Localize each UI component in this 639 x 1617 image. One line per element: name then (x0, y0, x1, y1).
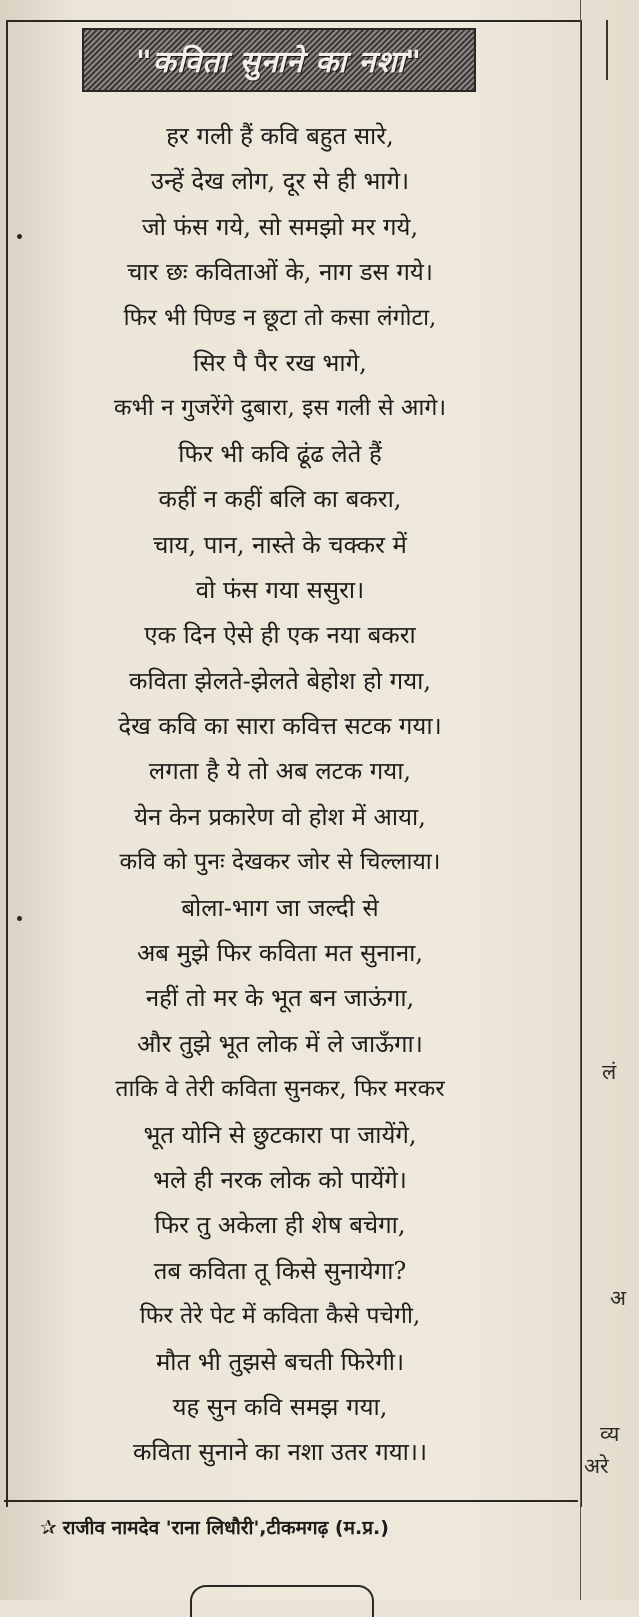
poem-line: और तुझे भूत लोक में ले जाऊँगा। (137, 1029, 423, 1058)
poem-line: कहीं न कहीं बलि का बकरा, (158, 485, 402, 514)
poem-line: नहीं तो मर के भूत बन जाऊंगा, (145, 984, 415, 1013)
poem-body (20, 114, 540, 1476)
poem-line: वो फंस गया ससुरा। (195, 575, 365, 604)
poem-line: कभी न गुजरेंगे दुबारा, इस गली से आगे। (113, 395, 447, 422)
margin-dot (17, 916, 22, 921)
column-divider (580, 0, 581, 1600)
poem-line: बोला-भाग जा जल्दी से (181, 893, 379, 922)
poem-line: भूत योनि से छुटकारा पा जायेंगे, (143, 1120, 417, 1149)
next-section-edge (190, 1585, 374, 1617)
adjacent-text-fragment: लं (602, 1060, 617, 1084)
poem-line: कविता झेलते-झेलते बेहोश हो गया, (129, 666, 431, 695)
poem-line: कवि को पुनः देखकर जोर से चिल्लाया। (119, 849, 441, 876)
poem-line: भले ही नरक लोक को पायेंगे। (153, 1165, 407, 1194)
poem-line: फिर भी कवि ढूंढ लेते हैं (178, 439, 382, 468)
poem-line: चाय, पान, नास्ते के चक्कर में (153, 530, 407, 559)
poem-line: तब कविता तू किसे सुनायेगा? (153, 1256, 407, 1285)
author-signature (40, 1512, 540, 1542)
author-name: राजीव नामदेव 'राना लिधौरी',टीकमगढ़ (म.प्र.) (62, 1517, 389, 1539)
margin-dot (17, 234, 22, 239)
poem-line: मौत भी तुझसे बचती फिरेगी। (155, 1347, 405, 1376)
title-banner (82, 28, 476, 92)
bottom-rule (4, 1500, 578, 1502)
poem-line: चार छः कविताओं के, नाग डस गये। (127, 258, 433, 287)
star-icon: ✰ (40, 1515, 57, 1539)
poem-line: देख कवि का सारा कवित्त सटक गया। (118, 712, 442, 741)
poem-line: फिर तेरे पेट में कविता कैसे पचेगी, (139, 1303, 421, 1330)
adjacent-text-fragment: अरे (584, 1454, 609, 1478)
poem-line: येन केन प्रकारेण वो होश में आया, (134, 802, 426, 831)
poem-line: ताकि वे तेरी कविता सुनकर, फिर मरकर (115, 1076, 445, 1103)
poem-line: लगता है ये तो अब लटक गया, (148, 757, 412, 786)
poem-line: फिर भी पिण्ड न छूटा तो कसा लंगोटा, (123, 304, 437, 331)
poem-line: फिर तु अकेला ही शेष बचेगा, (154, 1211, 406, 1240)
poem-line: एक दिन ऐसे ही एक नया बकरा (144, 621, 416, 650)
adjacent-text-fragment: व्य (600, 1422, 620, 1446)
poem-line: कविता सुनाने का नशा उतर गया।। (132, 1438, 428, 1467)
poem-line: जो फंस गये, सो समझो मर गये, (141, 212, 419, 241)
adjacent-ornament (606, 20, 636, 80)
poem-line: सिर पै पैर रख भागे, (193, 348, 367, 377)
poem-line: उन्हें देख लोग, दूर से ही भागे। (150, 167, 410, 196)
poem-line: हर गली हैं कवि बहुत सारे, (166, 122, 394, 150)
poem-title: "कविता सुनाने का नशा" (136, 44, 422, 80)
adjacent-column (580, 0, 639, 1600)
adjacent-text-fragment: अ (610, 1286, 627, 1310)
poem-line: अब मुझे फिर कविता मत सुनाना, (136, 939, 424, 968)
poem-line: यह सुन कवि समझ गया, (172, 1392, 388, 1421)
